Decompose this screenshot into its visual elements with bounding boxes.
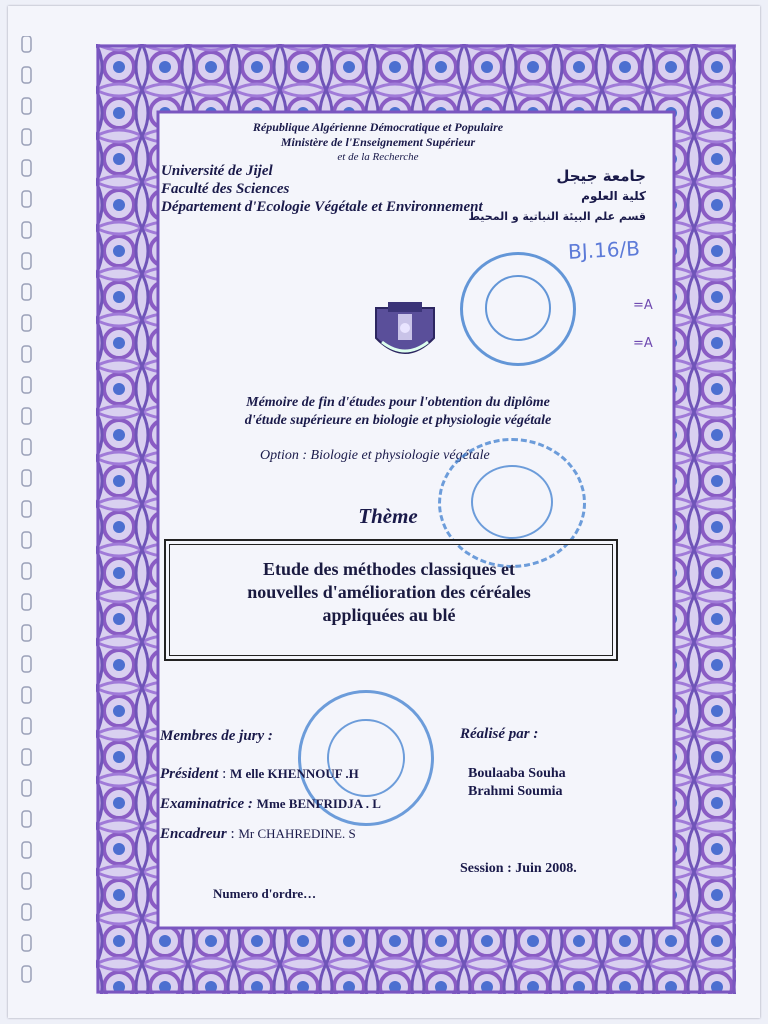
- binding-hole: [22, 594, 31, 610]
- handwritten-reference: BJ.16/B: [567, 236, 641, 264]
- binding-hole: [22, 191, 31, 207]
- order-number: Numero d'ordre…: [213, 886, 317, 901]
- examiner-role: Examinatrice :: [160, 796, 253, 812]
- jury-heading: Membres de jury :: [160, 728, 273, 744]
- binding-hole: [22, 315, 31, 331]
- binding-hole: [22, 780, 31, 796]
- binding-hole: [22, 749, 31, 765]
- binding-hole: [22, 687, 31, 703]
- president-role: Président: [160, 766, 219, 782]
- faculty-name: Faculté des Sciences: [161, 181, 290, 197]
- binding-hole: [22, 532, 31, 548]
- binding-hole: [22, 501, 31, 517]
- department-name-arabic: قسم علم البيئة النباتية و المحيط: [468, 210, 646, 223]
- university-name-arabic: جامعة جيجل: [556, 167, 646, 185]
- authors-heading: Réalisé par :: [460, 726, 539, 742]
- author-2: Brahmi Soumia: [468, 784, 563, 799]
- session-date: Session : Juin 2008.: [460, 861, 577, 876]
- thesis-title-line-2: nouvelles d'amélioration des céréales: [247, 582, 531, 602]
- handwritten-mark-2: =A: [633, 336, 653, 351]
- binding-hole: [22, 439, 31, 455]
- binding-hole: [22, 67, 31, 83]
- handwritten-mark-1: =A: [633, 298, 653, 313]
- binding-hole: [22, 656, 31, 672]
- supervisor-role: Encadreur: [160, 826, 227, 842]
- binding-hole: [22, 253, 31, 269]
- author-1: Boulaaba Souha: [468, 766, 566, 781]
- university-name: Université de Jijel: [161, 163, 273, 179]
- binding-hole: [22, 842, 31, 858]
- binding-hole: [22, 346, 31, 362]
- republic-line: République Algérienne Démocratique et Populaire: [252, 120, 504, 134]
- binding-hole: [22, 160, 31, 176]
- binding-hole: [22, 222, 31, 238]
- university-emblem-icon: [368, 298, 442, 368]
- binding-hole: [22, 563, 31, 579]
- document-page: [8, 6, 760, 1018]
- supervisor-line: Encadreur : Mr CHAHREDINE. S: [160, 826, 356, 842]
- binding-hole: [22, 811, 31, 827]
- thesis-title-line-1: Etude des méthodes classiques et: [262, 559, 515, 579]
- binding-hole: [22, 935, 31, 951]
- president-line: Président : M elle KHENNOUF .H: [160, 766, 359, 782]
- president-name: M elle KHENNOUF .H: [230, 766, 359, 781]
- binding-hole: [22, 718, 31, 734]
- examiner-line: [160, 796, 381, 813]
- binding-hole: [22, 904, 31, 920]
- memoire-line-2: d'étude supérieure en biologie et physiologie végétale: [244, 413, 552, 428]
- binding-hole: [22, 470, 31, 486]
- binding-hole: [22, 408, 31, 424]
- department-name: Département d'Ecologie Végétale et Environnement: [161, 199, 483, 215]
- binding-hole: [22, 129, 31, 145]
- faculty-name-arabic: كلية العلوم: [581, 189, 646, 203]
- binding-hole: [22, 966, 31, 982]
- binding-hole: [22, 377, 31, 393]
- memoire-line-1: Mémoire de fin d'études pour l'obtention du diplôme: [246, 395, 550, 410]
- binding-hole: [22, 36, 31, 52]
- binding-hole: [22, 98, 31, 114]
- binding-hole: [22, 284, 31, 300]
- binding-hole: [22, 873, 31, 889]
- department-stamp: [460, 252, 576, 366]
- spiral-binding: [18, 36, 42, 996]
- binding-hole: [22, 625, 31, 641]
- thesis-title-line-3: appliquées au blé: [322, 605, 456, 625]
- option-line: Option : Biologie et physiologie végétale: [260, 448, 490, 463]
- examiner-name: Mme BENFRIDJA . L: [256, 796, 381, 811]
- research-line: et de la Recherche: [337, 151, 419, 163]
- theme-label: Thème: [358, 504, 418, 528]
- ministry-line: Ministère de l'Enseignement Supérieur: [280, 135, 476, 149]
- supervisor-name: Mr CHAHREDINE. S: [238, 826, 356, 841]
